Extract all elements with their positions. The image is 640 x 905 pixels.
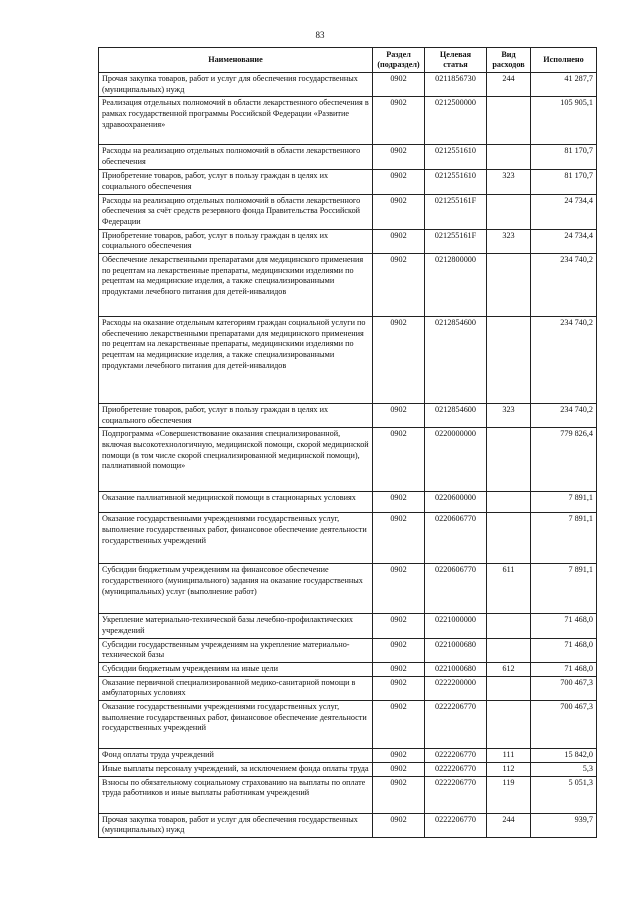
cell-name: Субсидии государственным учреждениям на укрепление материально-технической базы (99, 638, 373, 662)
cell-section: 0902 (373, 73, 425, 97)
cell-target-article: 0222200000 (425, 676, 487, 700)
table-row (99, 194, 597, 229)
cell-name: Оказание паллиативной медицинской помощи в стационарных условиях (99, 492, 373, 513)
cell-name: Приобретение товаров, работ, услуг в пользу граждан в целях их социального обеспечения (99, 170, 373, 194)
table-row (99, 97, 597, 145)
cell-expense-type: 323 (487, 229, 531, 253)
cell-expense-type: 612 (487, 662, 531, 676)
cell-name: Обеспечение лекарственными препаратами для медицинского применения по рецептам на лекарственные препараты, медицинскими изделиями по рецептам на медицинские изделия, а также специализированными продуктами лечебного питания для детей-инвалидов (99, 253, 373, 316)
cell-target-article: 0221000680 (425, 638, 487, 662)
table-row (99, 813, 597, 837)
cell-target-article: 0212500000 (425, 97, 487, 145)
cell-executed: 5,3 (531, 762, 597, 776)
cell-executed: 15 842,0 (531, 748, 597, 762)
cell-expense-type: 119 (487, 776, 531, 813)
header-section: Раздел (подраздел) (373, 48, 425, 73)
table-row (99, 253, 597, 316)
cell-section: 0902 (373, 145, 425, 170)
cell-executed: 5 051,3 (531, 776, 597, 813)
cell-executed: 700 467,3 (531, 676, 597, 700)
cell-section: 0902 (373, 813, 425, 837)
table-row (99, 492, 597, 513)
cell-executed: 71 468,0 (531, 638, 597, 662)
cell-target-article: 0222206770 (425, 762, 487, 776)
cell-name: Оказание государственными учреждениями государственных услуг, выполнение государственных работ, финансовое обеспечение деятельности государственных учреждений (99, 700, 373, 748)
cell-executed: 234 740,2 (531, 316, 597, 403)
cell-name: Подпрограмма «Совершенствование оказания специализированной, включая высокотехнологичную, медицинской помощи, скорой медицинской помощи (в том числе скорой специализированной медицинской помощи), паллиативной помощи» (99, 428, 373, 492)
cell-target-article: 0220606770 (425, 513, 487, 564)
table-row (99, 700, 597, 748)
header-executed: Исполнено (531, 48, 597, 73)
cell-executed: 71 468,0 (531, 662, 597, 676)
cell-name: Реализация отдельных полномочий в области лекарственного обеспечения в рамках государственной программы Российской Федерации «Развитие здравоохранения» (99, 97, 373, 145)
table-row (99, 662, 597, 676)
cell-section: 0902 (373, 762, 425, 776)
cell-name: Прочая закупка товаров, работ и услуг для обеспечения государственных (муниципальных) нужд (99, 73, 373, 97)
cell-target-article: 0212854600 (425, 403, 487, 427)
cell-expense-type (487, 700, 531, 748)
cell-executed: 7 891,1 (531, 513, 597, 564)
budget-execution-table (98, 47, 597, 838)
cell-expense-type (487, 145, 531, 170)
cell-name: Прочая закупка товаров, работ и услуг для обеспечения государственных (муниципальных) нужд (99, 813, 373, 837)
cell-expense-type: 244 (487, 813, 531, 837)
cell-section: 0902 (373, 492, 425, 513)
cell-executed: 71 468,0 (531, 614, 597, 638)
table-row (99, 748, 597, 762)
cell-name: Укрепление материально-технической базы лечебно-профилактических учреждений (99, 614, 373, 638)
cell-section: 0902 (373, 614, 425, 638)
table-body (99, 73, 597, 838)
cell-target-article: 0220000000 (425, 428, 487, 492)
table-row (99, 73, 597, 97)
cell-executed: 7 891,1 (531, 564, 597, 614)
cell-section: 0902 (373, 316, 425, 403)
cell-expense-type: 611 (487, 564, 531, 614)
cell-expense-type (487, 676, 531, 700)
cell-section: 0902 (373, 403, 425, 427)
cell-section: 0902 (373, 564, 425, 614)
cell-expense-type (487, 513, 531, 564)
table-row (99, 638, 597, 662)
cell-executed: 779 826,4 (531, 428, 597, 492)
table-row (99, 145, 597, 170)
cell-target-article: 0212800000 (425, 253, 487, 316)
cell-executed: 81 170,7 (531, 170, 597, 194)
cell-name: Субсидии бюджетным учреждениям на иные цели (99, 662, 373, 676)
cell-target-article: 021255161F (425, 194, 487, 229)
cell-executed: 7 891,1 (531, 492, 597, 513)
cell-section: 0902 (373, 662, 425, 676)
cell-expense-type (487, 316, 531, 403)
cell-name: Оказание первичной специализированной медико-санитарной помощи в амбулаторных условиях (99, 676, 373, 700)
cell-target-article: 0212551610 (425, 145, 487, 170)
table-row (99, 513, 597, 564)
cell-target-article: 0222206770 (425, 776, 487, 813)
table-row (99, 776, 597, 813)
cell-name: Субсидии бюджетным учреждениям на финансовое обеспечение государственного (муниципального) задания на оказание государственных (муниципальных) услуг (выполнение работ) (99, 564, 373, 614)
cell-executed: 234 740,2 (531, 253, 597, 316)
cell-name: Приобретение товаров, работ, услуг в пользу граждан в целях их социального обеспечения (99, 403, 373, 427)
cell-target-article: 021255161F (425, 229, 487, 253)
cell-target-article: 0222206770 (425, 748, 487, 762)
header-target-article: Целевая статья (425, 48, 487, 73)
cell-executed: 41 287,7 (531, 73, 597, 97)
cell-executed: 24 734,4 (531, 194, 597, 229)
cell-target-article: 0222206770 (425, 700, 487, 748)
cell-expense-type (487, 638, 531, 662)
cell-target-article: 0221000000 (425, 614, 487, 638)
cell-section: 0902 (373, 776, 425, 813)
cell-target-article: 0220600000 (425, 492, 487, 513)
cell-expense-type (487, 97, 531, 145)
table-header-row (99, 48, 597, 73)
cell-target-article: 0211856730 (425, 73, 487, 97)
cell-expense-type: 323 (487, 403, 531, 427)
table-row (99, 229, 597, 253)
cell-expense-type (487, 614, 531, 638)
cell-section: 0902 (373, 638, 425, 662)
table-row (99, 614, 597, 638)
table-row (99, 676, 597, 700)
header-name: Наименование (99, 48, 373, 73)
cell-name: Оказание государственными учреждениями государственных услуг, выполнение государственных работ, финансовое обеспечение деятельности государственных учреждений (99, 513, 373, 564)
cell-executed: 700 467,3 (531, 700, 597, 748)
cell-expense-type (487, 492, 531, 513)
cell-section: 0902 (373, 229, 425, 253)
cell-expense-type (487, 253, 531, 316)
cell-executed: 81 170,7 (531, 145, 597, 170)
cell-target-article: 0221000680 (425, 662, 487, 676)
cell-name: Иные выплаты персоналу учреждений, за исключением фонда оплаты труда (99, 762, 373, 776)
cell-section: 0902 (373, 253, 425, 316)
cell-name: Взносы по обязательному социальному страхованию на выплаты по оплате труда работников и иные выплаты работникам учреждений (99, 776, 373, 813)
cell-name: Приобретение товаров, работ, услуг в пользу граждан в целях их социального обеспечения (99, 229, 373, 253)
cell-expense-type (487, 428, 531, 492)
cell-target-article: 0212854600 (425, 316, 487, 403)
cell-target-article: 0212551610 (425, 170, 487, 194)
cell-executed: 939,7 (531, 813, 597, 837)
cell-section: 0902 (373, 428, 425, 492)
cell-executed: 105 905,1 (531, 97, 597, 145)
cell-target-article: 0222206770 (425, 813, 487, 837)
cell-section: 0902 (373, 676, 425, 700)
cell-section: 0902 (373, 748, 425, 762)
cell-section: 0902 (373, 97, 425, 145)
cell-target-article: 0220606770 (425, 564, 487, 614)
cell-name: Расходы на реализацию отдельных полномочий в области лекарственного обеспечения за счёт средств резервного фонда Правительства Российской Федерации (99, 194, 373, 229)
cell-name: Расходы на реализацию отдельных полномочий в области лекарственного обеспечения (99, 145, 373, 170)
cell-executed: 24 734,4 (531, 229, 597, 253)
cell-executed: 234 740,2 (531, 403, 597, 427)
cell-expense-type: 244 (487, 73, 531, 97)
table-row (99, 403, 597, 427)
table-row (99, 428, 597, 492)
page-number: 83 (315, 30, 325, 40)
table-row (99, 564, 597, 614)
cell-expense-type: 111 (487, 748, 531, 762)
cell-expense-type (487, 194, 531, 229)
cell-name: Расходы на оказание отдельным категориям граждан социальной услуги по обеспечению лекарственными препаратами для медицинского применения по рецептам на лекарственные препараты, медицинскими изделиями по рецептам на медицинские изделия, а также специализированными продуктами лечебного питания для детей-инвалидов (99, 316, 373, 403)
table-row (99, 762, 597, 776)
cell-expense-type: 323 (487, 170, 531, 194)
cell-section: 0902 (373, 194, 425, 229)
header-expense-type: Вид расходов (487, 48, 531, 73)
table-row (99, 316, 597, 403)
table-row (99, 170, 597, 194)
cell-section: 0902 (373, 170, 425, 194)
cell-section: 0902 (373, 513, 425, 564)
cell-section: 0902 (373, 700, 425, 748)
cell-expense-type: 112 (487, 762, 531, 776)
cell-name: Фонд оплаты труда учреждений (99, 748, 373, 762)
